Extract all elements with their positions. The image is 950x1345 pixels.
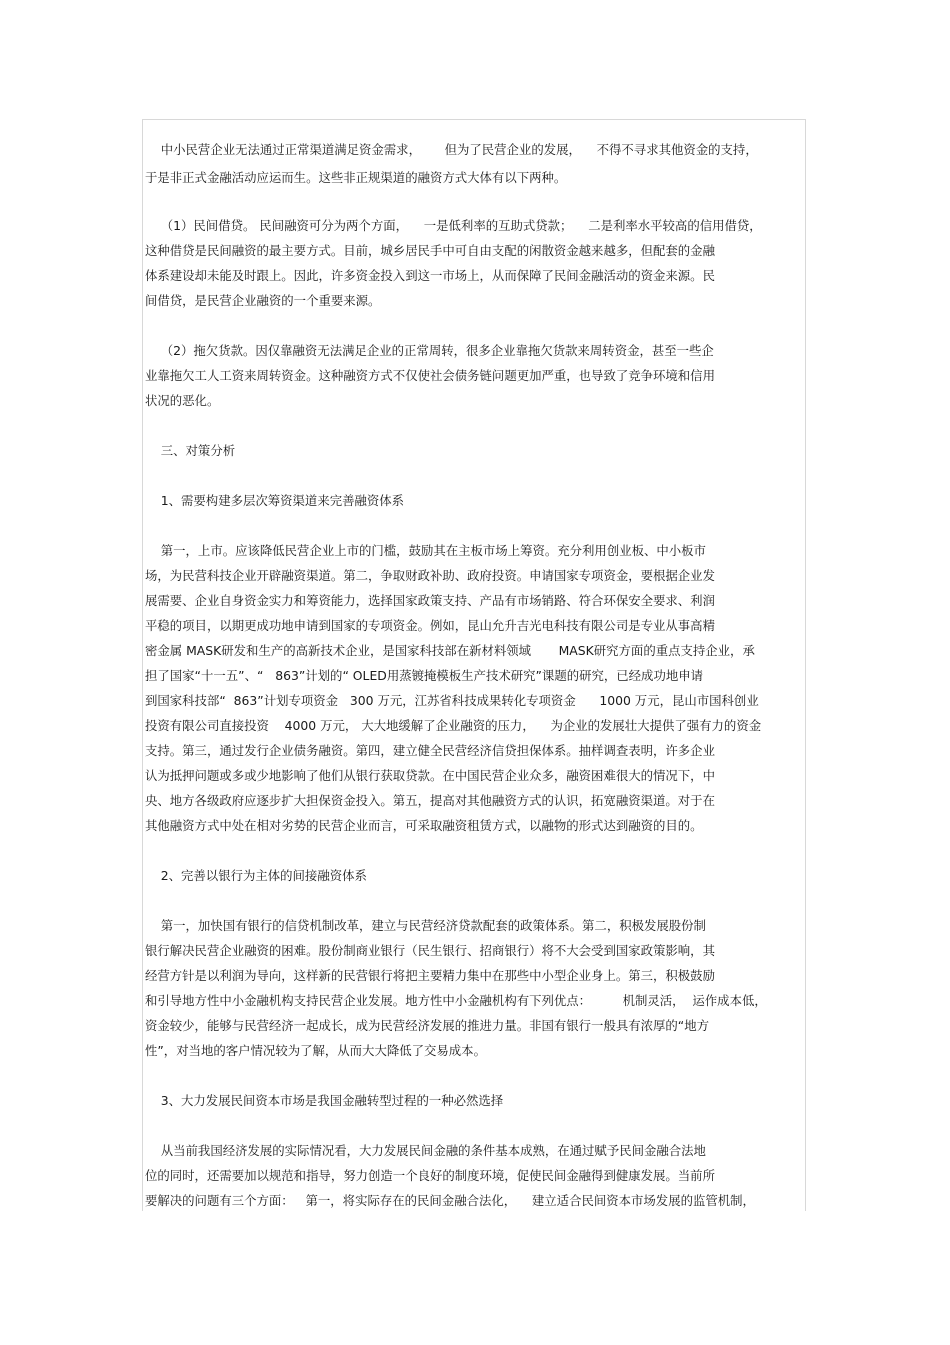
- text-line: 认为抵押问题或多或少地影响了他们从银行获取贷款。在中国民营企业众多，融资困难很大的情况下，中: [145, 768, 715, 783]
- text-line: 资金较少，能够与民营经济一起成长，成为民营经济发展的推进力量。非国有银行一般具有浓厚的“地方: [145, 1018, 709, 1033]
- text-line: 和引导地方性中小金融机构支持民营企业发展。地方性中小金融机构有下列优点： 机制灵活， 运作成本低，: [145, 993, 767, 1008]
- text-line: 担了国家“十一五”、“ 863”计划的“ OLED用蒸镀掩模板生产技术研究”课题的研究，已经成功地申请: [145, 668, 704, 683]
- text-line: （1）民间借贷。 民间融资可分为两个方面， 一是低利率的互助式贷款； 二是利率水平较高的信用借贷，: [145, 218, 762, 233]
- text-line: 要解决的问题有三个方面： 第一，将实际存在的民间金融合法化， 建立适合民间资本市场发展的监管机制，: [145, 1193, 755, 1208]
- text-line: 场，为民营科技企业开辟融资渠道。第二，争取财政补助、政府投资。申请国家专项资金，要根据企业发: [145, 568, 715, 583]
- text-line: 到国家科技部“ 863”计划专项资金 300 万元，江苏省科技成果转化专项资金 1000 万元，昆山市国科创业: [145, 693, 759, 708]
- text-line: 状况的恶化。: [145, 393, 220, 408]
- text-line: （2）拖欠货款。因仅靠融资无法满足企业的正常周转，很多企业靠拖欠货款来周转资金，甚至一些企: [145, 343, 714, 358]
- heading-text: 1、需要构建多层次筹资渠道来完善融资体系: [145, 493, 405, 508]
- text-line: 投资有限公司直接投资 4000 万元， 大大地缓解了企业融资的压力， 为企业的发展壮大提供了强有力的资金: [145, 718, 762, 733]
- heading-text: 三、对策分析: [145, 443, 236, 458]
- text-line: 间借贷，是民营企业融资的一个重要来源。: [145, 293, 381, 308]
- text-line: 其他融资方式中处在相对劣势的民营企业而言，可采取融资租赁方式，以融物的形式达到融资的目的。: [145, 818, 703, 833]
- text-line: 银行解决民营企业融资的困难。股份制商业银行（民生银行、招商银行）将不大会受到国家政策影响，其: [145, 943, 715, 958]
- text-line: 于是非正式金融活动应运而生。这些非正规渠道的融资方式大体有以下两种。: [145, 170, 567, 185]
- text-line: 平稳的项目，以期更成功地申请到国家的专项资金。例如，昆山允升吉光电科技有限公司是专业从事高精: [145, 618, 715, 633]
- text-line: 第一，上市。应该降低民营企业上市的门槛，鼓励其在主板市场上筹资。充分利用创业板、中小板市: [145, 543, 706, 558]
- text-line: 体系建设却未能及时跟上。因此，许多资金投入到这一市场上，从而保障了民间金融活动的资金来源。民: [145, 268, 715, 283]
- heading-text: 3、大力发展民间资本市场是我国金融转型过程的一种必然选择: [145, 1093, 504, 1108]
- text-line: 央、地方各级政府应逐步扩大担保资金投入。第五，提高对其他融资方式的认识，拓宽融资渠道。对于在: [145, 793, 715, 808]
- text-line: 性”，对当地的客户情况较为了解，从而大大降低了交易成本。: [145, 1043, 486, 1058]
- text-line: 从当前我国经济发展的实际情况看，大力发展民间金融的条件基本成熟，在通过赋予民间金融合法地: [145, 1143, 706, 1158]
- text-line: 展需要、企业自身资金实力和筹资能力，选择国家政策支持、产品有市场销路、符合环保安全要求、利润: [145, 593, 715, 608]
- text-line: 支持。第三，通过发行企业债务融资。第四，建立健全民营经济信贷担保体系。抽样调查表明，许多企业: [145, 743, 715, 758]
- text-line: 经营方针是以利润为导向，这样新的民营银行将把主要精力集中在那些中小型企业身上。第三，积极鼓励: [145, 968, 715, 983]
- text-line: 这种借贷是民间融资的最主要方式。目前，城乡居民手中可自由支配的闲散资金越来越多，但配套的金融: [145, 243, 715, 258]
- heading-text: 2、完善以银行为主体的间接融资体系: [145, 868, 367, 883]
- text-line: 中小民营企业无法通过正常渠道满足资金需求， 但为了民营企业的发展， 不得不寻求其他资金的支持，: [145, 142, 758, 157]
- text-line: 密金属 MASK研发和生产的高新技术企业，是国家科技部在新材料领域 MASK研究方面的重点支持企业，承: [145, 643, 755, 658]
- text-line: 第一，加快国有银行的信贷机制改革，建立与民营经济贷款配套的政策体系。第二，积极发展股份制: [145, 918, 706, 933]
- text-line: 业靠拖欠工人工资来周转资金。这种融资方式不仅使社会债务链问题更加严重，也导致了竞争环境和信用: [145, 368, 715, 383]
- text-line: 位的同时，还需要加以规范和指导，努力创造一个良好的制度环境，促使民间金融得到健康发展。当前所: [145, 1168, 715, 1183]
